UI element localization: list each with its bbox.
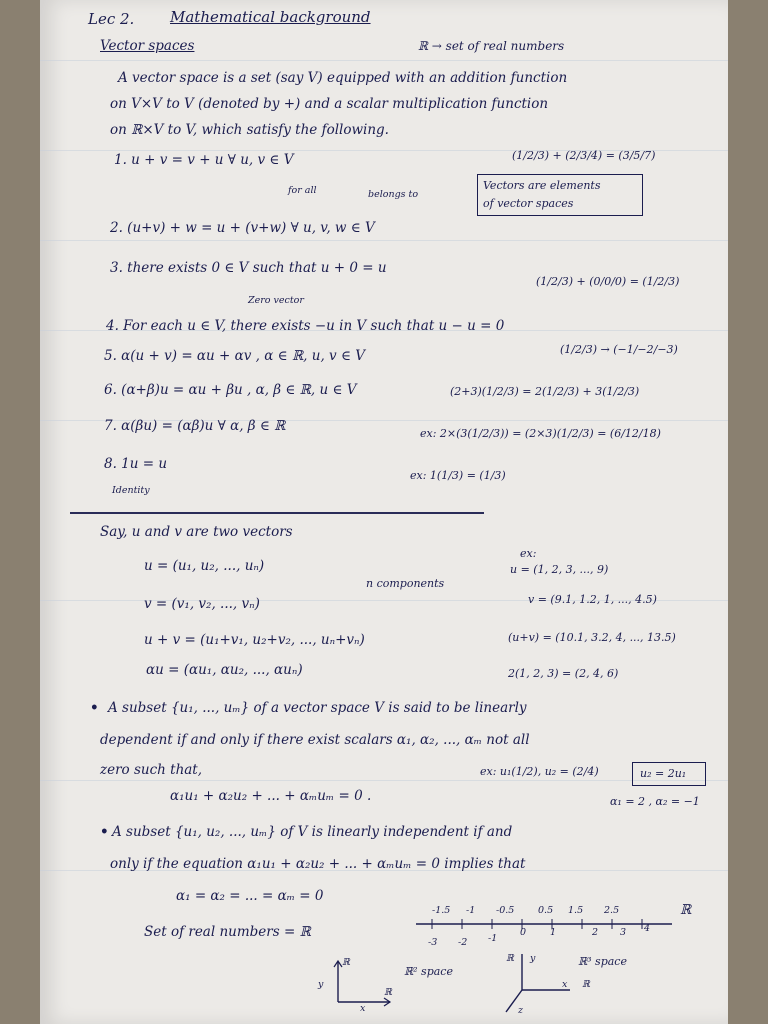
- numline-top-label: -1.5: [432, 905, 451, 916]
- ex-label: ex:: [520, 547, 537, 560]
- reals-line-label: Set of real numbers = ℝ: [144, 924, 311, 940]
- vectors-note: of vector spaces: [483, 197, 574, 210]
- dependent-line: zero such that,: [100, 762, 203, 778]
- axiom-6-example: (2+3)(1/2/3) = 2(1/2/3) + 3(1/2/3): [450, 385, 640, 398]
- dependent-alphas: α₁ = 2 , α₂ = −1: [610, 795, 700, 808]
- dependent-box-text: u₂ = 2u₁: [640, 767, 687, 780]
- numline-bottom-label: -3: [428, 937, 438, 948]
- r2-y-label: y: [318, 979, 324, 990]
- identity-note: Identity: [112, 485, 150, 496]
- r3-x-label: x: [562, 979, 568, 990]
- for-all-note: for all: [288, 185, 317, 196]
- section-divider: [70, 512, 484, 514]
- numline-bottom-label: 4: [644, 923, 651, 934]
- r2-space-label: ℝ² space: [404, 965, 453, 978]
- ruled-line: [40, 780, 728, 781]
- ruled-line: [40, 240, 728, 241]
- axiom-6: 6. (α+β)u = αu + βu , α, β ∈ ℝ, u ∈ V: [104, 382, 357, 398]
- numline-bottom-label: 2: [592, 927, 599, 938]
- numline-top-label: -0.5: [496, 905, 515, 916]
- vector-scalar: αu = (αu₁, αu₂, ..., αuₙ): [146, 662, 303, 678]
- dependent-line: dependent if and only if there exist scalars α₁, α₂, ..., αₘ not all: [100, 732, 530, 748]
- zero-vector-note: Zero vector: [248, 295, 304, 306]
- r2-xr-label: ℝ: [384, 987, 392, 998]
- vector-v-example: v = (9.1, 1.2, 1, ..., 4.5): [528, 593, 657, 606]
- vector-scalar-example: 2(1, 2, 3) = (2, 4, 6): [508, 667, 619, 680]
- n-components-note: n components: [366, 577, 445, 590]
- r3-r1-label: ℝ: [506, 953, 514, 964]
- vector-u: u = (u₁, u₂, ..., uₙ): [144, 558, 265, 574]
- axiom-8: 8. 1u = u: [104, 456, 168, 472]
- numline-R-label: ℝ: [680, 902, 692, 918]
- say-line: Say, u and v are two vectors: [100, 524, 293, 540]
- numline-bottom-label: -1: [488, 933, 498, 944]
- vectors-note: Vectors are elements: [483, 179, 601, 192]
- r3-r2-label: ℝ: [582, 979, 590, 990]
- numline-top-label: 2.5: [604, 905, 620, 916]
- r3-y-label: y: [530, 953, 536, 964]
- axiom-4-example: (1/2/3) → (−1/−2/−3): [560, 343, 678, 356]
- r2-x-label: x: [360, 1003, 366, 1014]
- numline-bottom-label: -2: [458, 937, 468, 948]
- independent-line: α₁ = α₂ = ... = αₘ = 0: [176, 888, 324, 904]
- numline-bottom-label: 1: [550, 927, 557, 938]
- axiom-7-example: ex: 2×(3(1/2/3)) = (2×3)(1/2/3) = (6/12/18): [420, 427, 661, 440]
- numline-bottom-label: 0: [520, 927, 527, 938]
- r3-z-label: z: [518, 1005, 524, 1016]
- section-title: Vector spaces: [100, 38, 195, 54]
- axiom-8-example: ex: 1(1/3) = (1/3): [410, 469, 506, 482]
- axiom-5: 5. α(u + v) = αu + αv , α ∈ ℝ, u, v ∈ V: [104, 348, 365, 364]
- axiom-7: 7. α(βu) = (αβ)u ∀ α, β ∈ ℝ: [104, 418, 286, 434]
- independent-line: A subset {u₁, u₂, ..., uₘ} of V is linearly independent if and: [112, 824, 513, 840]
- bullet-independent: •: [100, 824, 109, 840]
- intro-line: on ℝ×V to V, which satisfy the following.: [110, 122, 389, 138]
- independent-line: only if the equation α₁u₁ + α₂u₂ + ... + αₘuₘ = 0 implies that: [110, 856, 526, 872]
- reals-note: ℝ → set of real numbers: [418, 39, 565, 53]
- vector-v: v = (v₁, v₂, ..., vₙ): [144, 596, 260, 612]
- r3-space-label: ℝ³ space: [578, 955, 627, 968]
- numline-top-label: 0.5: [538, 905, 554, 916]
- lecture-number: Lec 2.: [88, 10, 135, 28]
- numline-bottom-label: 3: [620, 927, 627, 938]
- example-addition: (1/2/3) + (2/3/4) = (3/5/7): [512, 149, 656, 162]
- intro-line: A vector space is a set (say V) equipped with an addition function: [118, 70, 568, 86]
- axiom-3: 3. there exists 0 ∈ V such that u + 0 = u: [110, 260, 387, 276]
- dependent-equation: α₁u₁ + α₂u₂ + ... + αₘuₘ = 0 .: [170, 788, 372, 804]
- axiom-1: 1. u + v = v + u ∀ u, v ∈ V: [114, 152, 294, 168]
- dependent-example: ex: u₁(1/2), u₂ = (2/4): [480, 765, 599, 778]
- vector-sum: u + v = (u₁+v₁, u₂+v₂, ..., uₙ+vₙ): [144, 632, 365, 648]
- belongs-to-note: belongs to: [368, 189, 419, 200]
- ruled-line: [40, 60, 728, 61]
- axiom-4: 4. For each u ∈ V, there exists −u in V such that u − u = 0: [106, 318, 505, 334]
- vector-u-example: u = (1, 2, 3, ..., 9): [510, 563, 609, 576]
- numline-top-label: -1: [466, 905, 476, 916]
- r2-yr-label: ℝ: [342, 957, 350, 968]
- dependent-line: A subset {u₁, ..., uₘ} of a vector space V is said to be linearly: [108, 700, 527, 716]
- axiom-3-example: (1/2/3) + (0/0/0) = (1/2/3): [536, 275, 680, 288]
- numline-top-label: 1.5: [568, 905, 584, 916]
- page-title: Mathematical background: [170, 8, 371, 26]
- intro-line: on V×V to V (denoted by +) and a scalar multiplication function: [110, 96, 549, 112]
- axiom-2: 2. (u+v) + w = u + (v+w) ∀ u, v, w ∈ V: [110, 220, 375, 236]
- bullet-dependent: •: [90, 700, 99, 716]
- vector-sum-example: (u+v) = (10.1, 3.2, 4, ..., 13.5): [508, 631, 676, 644]
